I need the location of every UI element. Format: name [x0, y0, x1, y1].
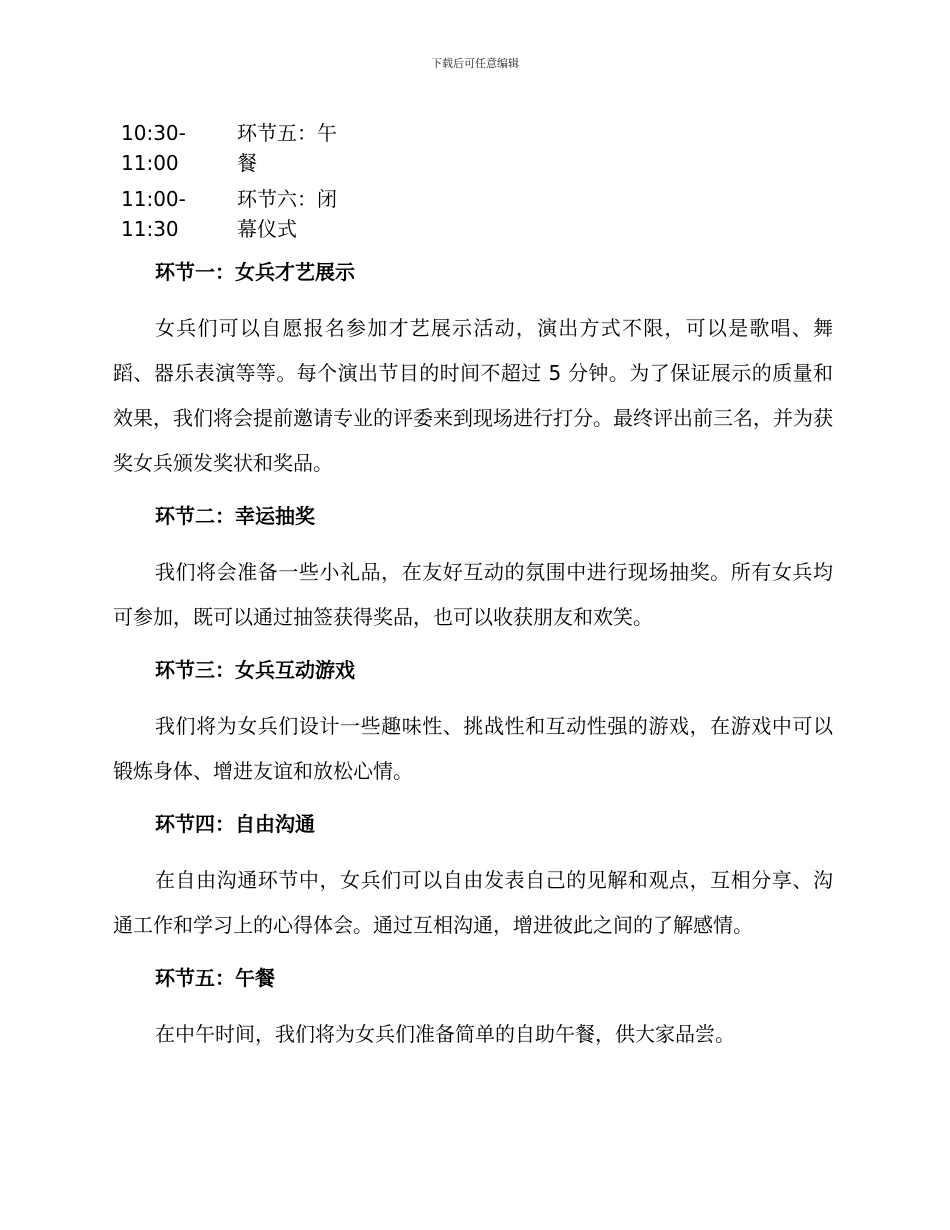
schedule-event-line: 幕仪式 — [237, 217, 297, 241]
schedule-time-end: 11:30 — [121, 217, 179, 241]
schedule-time-start: 10:30- — [121, 121, 186, 145]
section-heading: 环节四：自由沟通 — [155, 812, 315, 836]
section-paragraph: 女兵们可以自愿报名参加才艺展示活动，演出方式不限，可以是歌唱、舞蹈、器乐表演等等。每个演出节目的时间不超过 5 分钟。为了保证展示的质量和效果，我们将会提前邀请专业的评委来到现场进行打分。最终评出前三名，并为获奖女兵颁发奖状和奖品。 — [113, 316, 833, 475]
section-heading: 环节二：幸运抽奖 — [155, 504, 315, 528]
schedule-event — [237, 184, 357, 244]
section-paragraph: 在中午时间，我们将为女兵们准备简单的自助午餐，供大家品尝。 — [155, 1022, 735, 1046]
schedule-event-line: 环节五：午 — [237, 121, 337, 145]
schedule-table — [121, 118, 421, 250]
section-heading: 环节三：女兵互动游戏 — [155, 658, 355, 682]
schedule-event — [237, 118, 357, 178]
schedule-time — [121, 184, 237, 244]
schedule-row — [121, 184, 421, 244]
section-paragraph: 在自由沟通环节中，女兵们可以自由发表自己的见解和观点，互相分享、沟通工作和学习上的心得体会。通过互相沟通，增进彼此之间的了解感情。 — [113, 868, 833, 937]
section-heading: 环节五：午餐 — [155, 966, 275, 990]
document-body — [113, 256, 833, 1071]
page-header-note: 下载后可任意编辑 — [431, 57, 519, 70]
schedule-event-line: 餐 — [237, 151, 257, 175]
section-heading: 环节一：女兵才艺展示 — [155, 260, 355, 284]
schedule-time — [121, 118, 237, 178]
schedule-time-start: 11:00- — [121, 187, 186, 211]
section-paragraph: 我们将会准备一些小礼品，在友好互动的氛围中进行现场抽奖。所有女兵均可参加，既可以通过抽签获得奖品，也可以收获朋友和欢笑。 — [113, 560, 833, 629]
schedule-row — [121, 118, 421, 178]
section-paragraph: 我们将为女兵们设计一些趣味性、挑战性和互动性强的游戏，在游戏中可以锻炼身体、增进友谊和放松心情。 — [113, 714, 833, 783]
schedule-event-line: 环节六：闭 — [237, 187, 337, 211]
schedule-time-end: 11:00 — [121, 151, 179, 175]
